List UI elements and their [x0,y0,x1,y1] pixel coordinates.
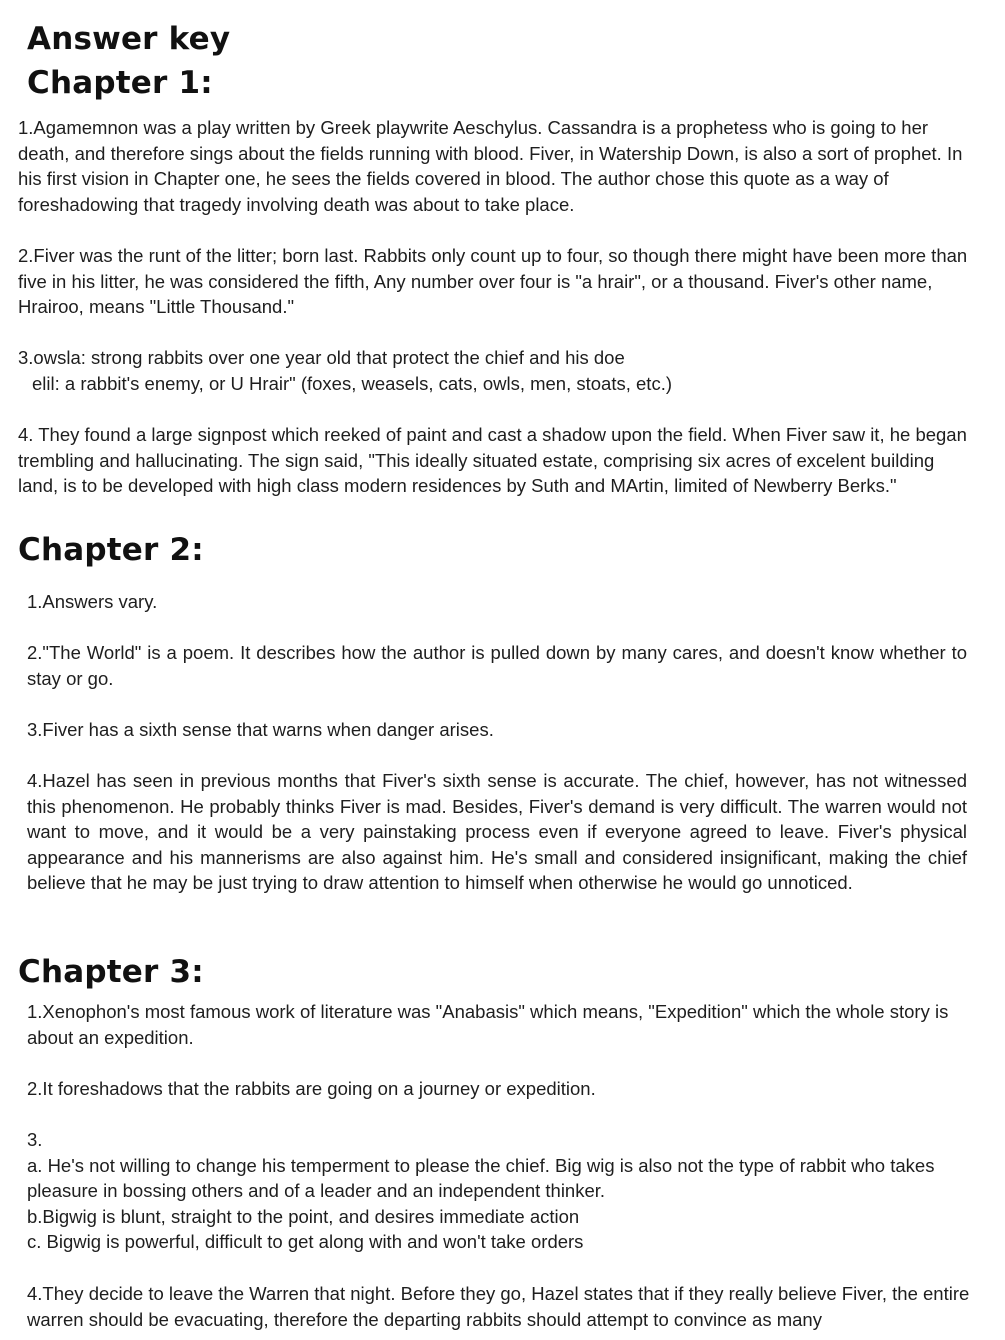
answer-text: 3.owsla: strong rabbits over one year old that protect the chief and his doe [18,347,625,368]
answer-text: 4.Hazel has seen in previous months that Fiver's sixth sense is accurate. The chief, however, has not witnessed this phenomenon. He probably thinks Fiver is mad. Besides, Fiver's demand is very difficult. The warren would not want to move, and it would be a very painstaking process even if everyone agreed to leave. Fiver's physical appearance and his mannerisms are also against him. He's small and considered insignificant, making the chief believe that he may be just trying to draw attention to himself when otherwise he would go unnoticed. [27,770,967,894]
answer-number: 3. [27,1129,43,1150]
chapter-1-answer-2 [18,243,968,320]
answer-part-b: b.Bigwig is blunt, straight to the point, and desires immediate action [27,1205,580,1227]
chapter-3-answer-4 [27,1281,992,1332]
chapter-3-heading: Chapter 3: [18,954,204,990]
answer-text: 4.They decide to leave the Warren that night. Before they go, Hazel states that if they really believe Fiver, the entire warren should be evacuating, therefore the departing rabbits should attempt to convince as many [27,1283,970,1330]
answer-text: 4. They found a large signpost which reeked of paint and cast a shadow upon the field. When Fiver saw it, he began trembling and hallucinating. The sign said, "This ideally situated estate, comprising six acres of excelent building land, is to be developed with high class modern residences by Suth and MArtin, limited of Newberry Berks." [18,424,967,497]
answer-text: 3.Fiver has a sixth sense that warns when danger arises. [27,719,494,740]
page-title: Answer key [27,21,231,57]
chapter-3-answer-3 [27,1127,992,1255]
answer-text: elil: a rabbit's enemy, or U Hrair" (foxes, weasels, cats, owls, men, stoats, etc.) [32,372,672,394]
chapter-2-heading: Chapter 2: [18,532,204,568]
chapter-1-answer-3 [18,345,968,396]
answer-text: 2.It foreshadows that the rabbits are going on a journey or expedition. [27,1078,596,1099]
chapter-2-answer-3 [27,717,967,743]
chapter-2-answer-1 [27,589,967,615]
answer-text: 1.Xenophon's most famous work of literature was "Anabasis" which means, "Expedition" which the whole story is about an expedition. [27,1001,949,1048]
answer-text: 2.Fiver was the runt of the litter; born last. Rabbits only count up to four, so though there might have been more than five in his litter, he was considered the fifth, Any number over four is "a hrair", or a thousand. Fiver's other name, Hrairoo, means "Little Thousand." [18,245,968,318]
answer-part-c: c. Bigwig is powerful, difficult to get along with and won't take orders [27,1231,584,1253]
answer-part-a: a. He's not willing to change his temperment to please the chief. Big wig is also not the type of rabbit who takes pleasure in bossing others and of a leader and an independent thinker. [27,1154,935,1202]
chapter-2-answer-2 [27,640,967,691]
chapter-3-answer-2 [27,1076,992,1102]
chapter-1-answer-1 [18,115,968,217]
answer-text: 1.Answers vary. [27,591,158,612]
answer-text: 1.Agamemnon was a play written by Greek playwrite Aeschylus. Cassandra is a prophetess who is going to her death, and therefore sings about the fields running with blood. Fiver, in Watership Down, is also a sort of prophet. In his first vision in Chapter one, he sees the fields covered in blood. The author chose this quote as a way of foreshadowing that tragedy involving death was about to take place. [18,117,963,215]
answer-text: 2."The World" is a poem. It describes how the author is pulled down by many cares, and doesn't know whether to stay or go. [27,642,967,689]
chapter-3-answer-1 [27,999,992,1050]
chapter-1-answer-4 [18,422,968,499]
chapter-2-answer-4 [27,768,967,896]
chapter-1-heading: Chapter 1: [27,65,213,101]
